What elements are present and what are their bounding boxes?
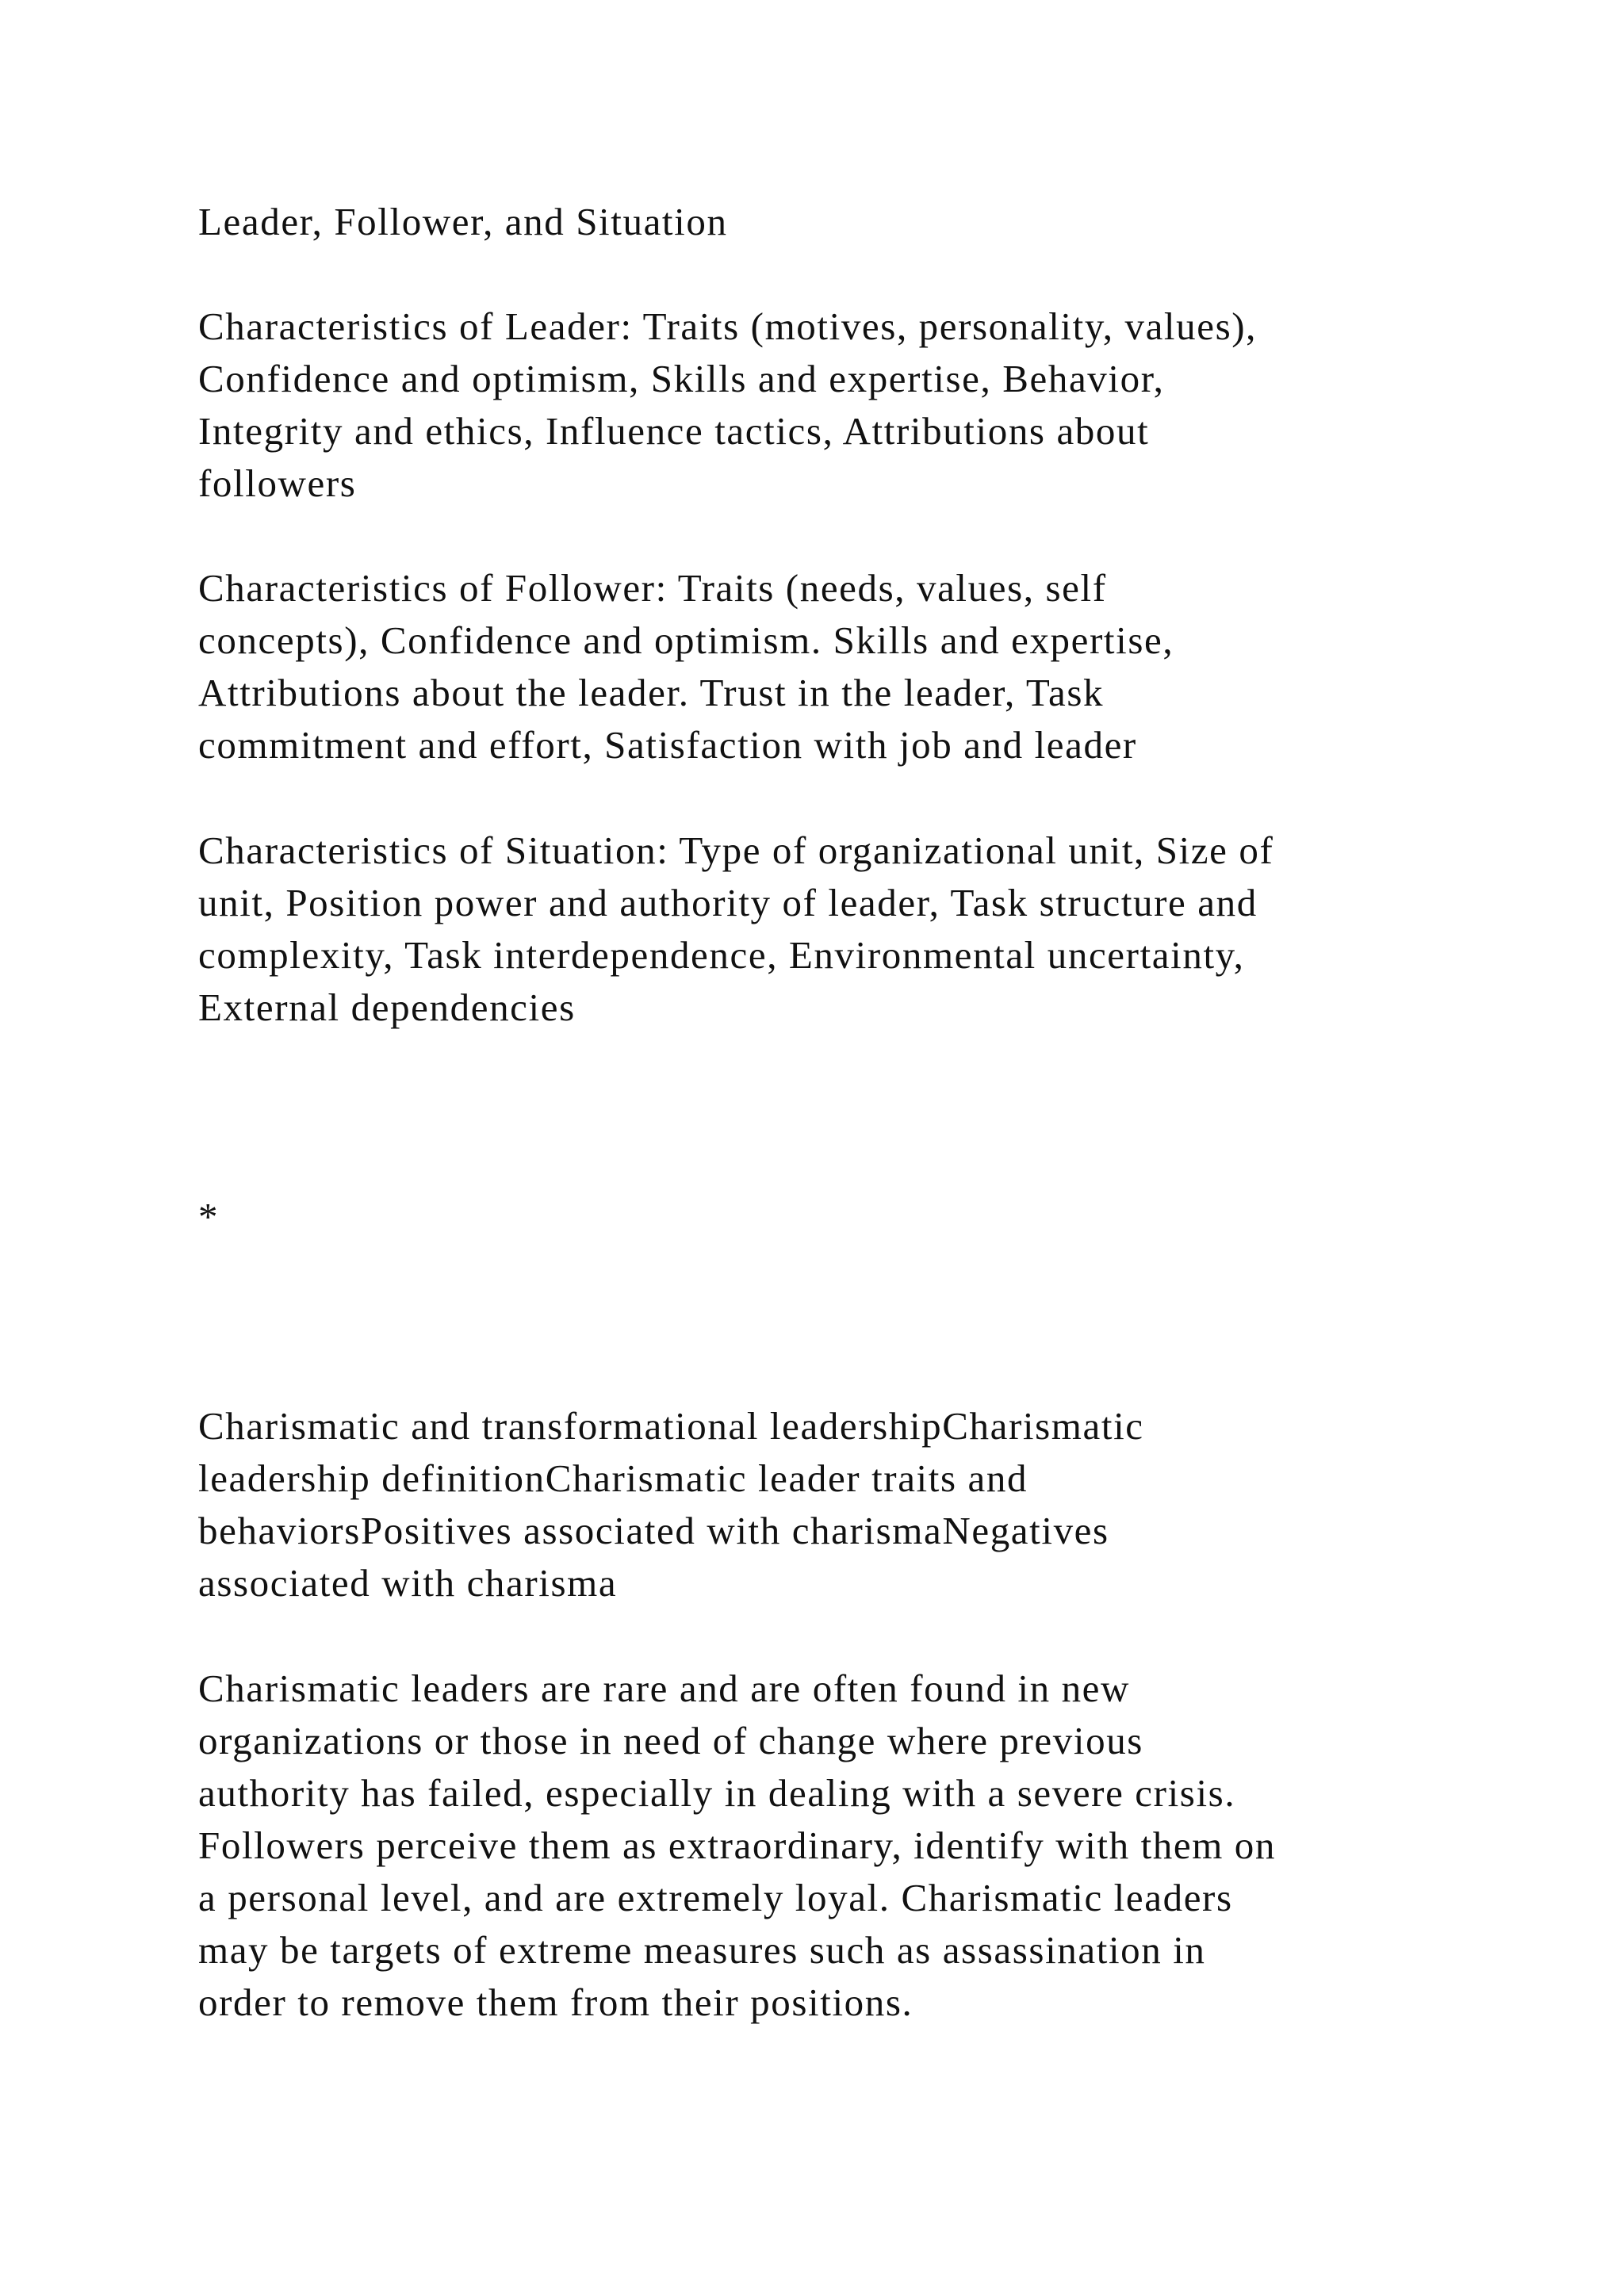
section-separator-asterisk: * xyxy=(198,1195,220,1238)
follower-characteristics-paragraph: Characteristics of Follower: Traits (needs, values, self concepts), Confidence and optimism. Skills and expertise, Attributions about the leader. Trust in the leader, Task commitment and effort, Satisfaction with job and leader xyxy=(198,566,1174,767)
charismatic-leaders-description: Charismatic leaders are rare and are often found in new organizations or those in need of change where previous authority has failed, especially in dealing with a severe crisis. Followers perceive them as extraordinary, identify with them on a personal level, and are extremely loyal. Charismatic leaders may be targets of extreme measures such as assassination in order to remove them from their positions. xyxy=(198,1667,1277,2024)
charismatic-leadership-outline: Charismatic and transformational leadershipCharismatic leadership definitionCharismatic leader traits and behaviorsPositives associated with charismaNegatives associated with charisma xyxy=(198,1404,1144,1605)
leader-characteristics-paragraph: Characteristics of Leader: Traits (motives, personality, values), Confidence and optimism, Skills and expertise, Behavior, Integrity and ethics, Influence tactics, Attributions about followers xyxy=(198,304,1258,505)
document-title: Leader, Follower, and Situation xyxy=(198,200,728,243)
situation-characteristics-paragraph: Characteristics of Situation: Type of organizational unit, Size of unit, Position power and authority of leader, Task structure and complexity, Task interdependence, Environmental uncertainty, External dependencies xyxy=(198,828,1274,1029)
